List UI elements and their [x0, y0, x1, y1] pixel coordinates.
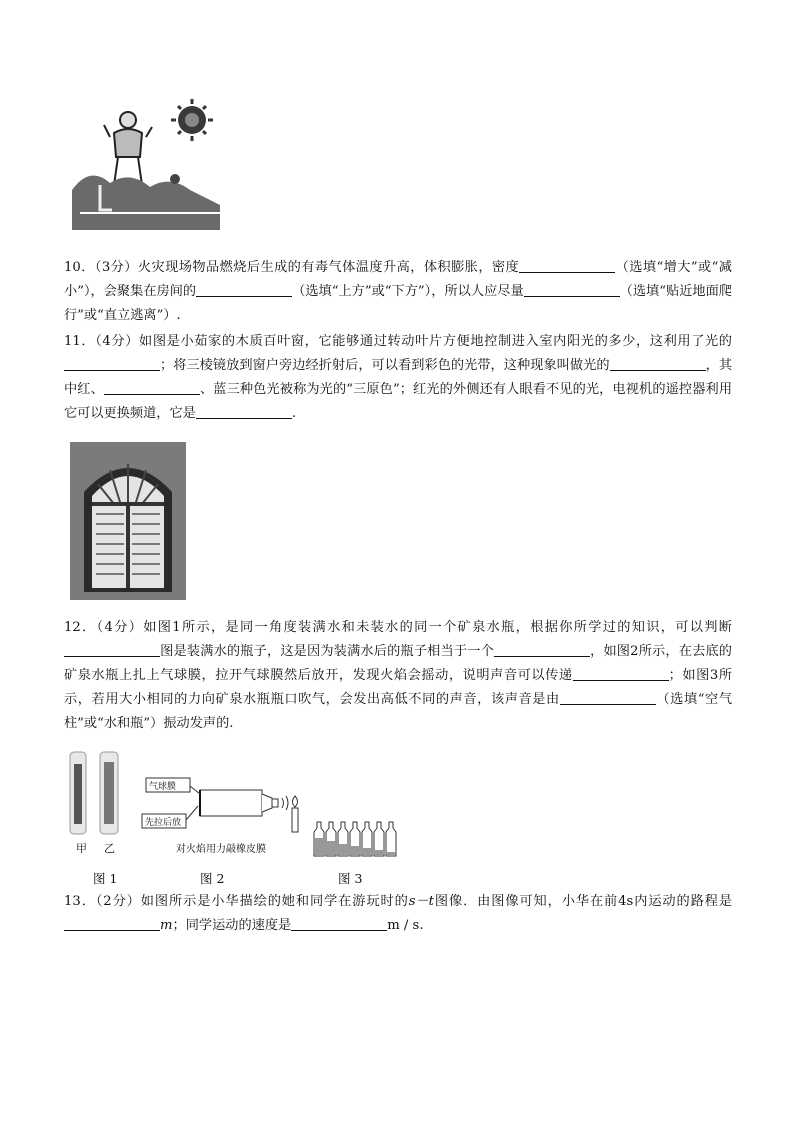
question-number: 13．（2分） [64, 894, 141, 909]
flame-caption: 对火焰用力敲橡皮膜 [176, 844, 266, 855]
question-number: 11．（4分） [64, 334, 140, 349]
shutter-window-photo [70, 442, 186, 600]
answer-blank[interactable] [610, 355, 706, 371]
pull-label: 先拉后放 [145, 818, 182, 828]
question-number: 10．（3分） [64, 260, 138, 275]
question-12: 12．（4分）如图1所示，是同一角度装满水和未装水的同一个矿泉水瓶，根据你所学过的知识，可以判断图是装满水的瓶子，这是因为装满水后的瓶子相当于一个 ，如图2所示，在去底的矿泉水瓶上扎上气球膜，拉开气球膜然后放开，发现火焰会摇动，说明声音可以传递 ；如图3所示，若用大小相同的力向矿泉水瓶瓶口吹气，会发出高低不同的声音，该声音是由 （选填“空气柱”或“水和瓶”）振动发声的. [64, 620, 733, 731]
figure-3-caption: 图 3 [338, 871, 363, 886]
answer-blank[interactable] [524, 281, 620, 297]
answer-blank[interactable] [104, 379, 200, 395]
figure-1-caption: 图 1 [93, 871, 118, 886]
answer-blank[interactable] [196, 403, 292, 419]
person-figure [104, 112, 152, 185]
label-yi: 乙 [104, 842, 115, 855]
question-11: 11．（4分）如图是小茹家的木质百叶窗，它能够通过转动叶片方便地控制进入室内阳光的多少，这利用了光的；将三棱镜放到窗户旁边经折射后，可以看到彩色的光带，这种现象叫做光的 ，其中红、 、蓝三种色光被称为光的“三原色”；红光的外侧还有人眼看不见的光，电视机的遥控器利用它可以更换频道，它是 . [64, 334, 733, 421]
answer-blank[interactable] [494, 641, 590, 657]
answer-blank[interactable] [196, 281, 292, 297]
figure-2-bottle-candle [140, 776, 310, 858]
sun-icon [171, 99, 213, 141]
s-t-symbol: s－t [408, 894, 434, 909]
answer-blank[interactable] [64, 915, 160, 931]
figure-2-caption: 图 2 [200, 871, 225, 886]
candle-icon [292, 796, 298, 832]
answer-blank[interactable] [573, 665, 669, 681]
balloon-label: 气球膜 [149, 782, 177, 792]
answer-blank[interactable] [291, 915, 387, 931]
figure-3-bottle-row [312, 818, 404, 858]
question-13: 13．（2分）如图所示是小华描绘的她和同学在游玩时的s－t图像．由图像可知，小华在前4s内运动的路程是m；同学运动的速度是 m / s. [64, 894, 733, 933]
answer-blank[interactable] [519, 257, 615, 273]
label-jia: 甲 [76, 842, 87, 855]
hot-person-illustration [70, 95, 230, 235]
answer-blank[interactable] [64, 641, 160, 657]
question-number: 12．（4分） [64, 620, 144, 635]
figure-1-bottles [66, 748, 126, 856]
answer-blank[interactable] [64, 355, 160, 371]
question-10: 10．（3分）火灾现场物品燃烧后生成的有毒气体温度升高，体积膨胀，密度 （选填“增大”或“减小”），会聚集在房间的 （选填“上方”或“下方”），所以人应尽量 （选填“贴近地面爬行”或“直立逃离”）. [64, 256, 732, 328]
answer-blank[interactable] [560, 689, 656, 705]
